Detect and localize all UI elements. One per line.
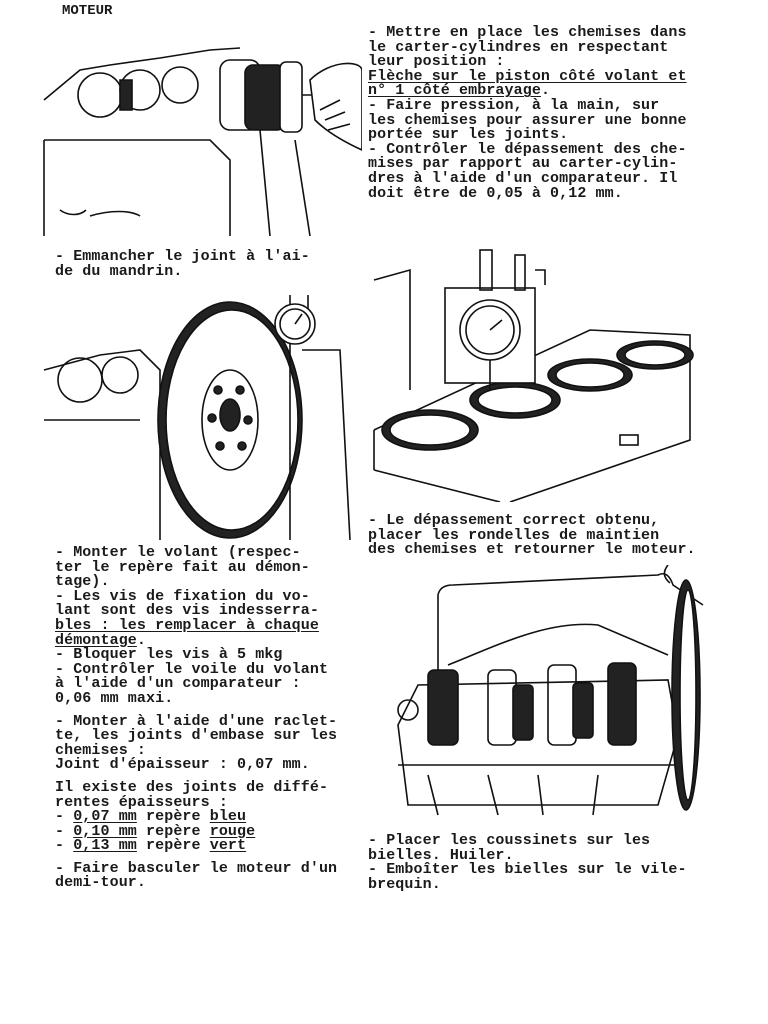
text-bielles	[368, 834, 687, 892]
underlined-text: bles : les remplacer à chaque	[55, 616, 319, 634]
text-segment: .	[540, 82, 551, 100]
underlined-text: rouge	[209, 822, 256, 840]
text-segment: repère	[136, 837, 210, 855]
underlined-text: 0,13 mm	[73, 837, 137, 855]
text-volant	[55, 546, 337, 891]
text-segment: te, les joints d'embase sur les	[55, 727, 338, 745]
text-segment: - Faire basculer le moteur d'un	[55, 859, 338, 877]
text-segment: rentes épaisseurs :	[55, 793, 228, 811]
text-segment: .	[136, 631, 147, 649]
text-segment: - Les vis de fixation du vo-	[55, 587, 310, 605]
text-segment: ter le repère fait au démon-	[55, 558, 310, 576]
text-line	[55, 262, 310, 280]
page-title: MOTEUR	[62, 3, 113, 19]
text-segment: - Mettre en place les chemises dans	[368, 24, 687, 41]
text-segment: Il existe des joints de diffé-	[55, 778, 329, 796]
underlined-text: Flèche sur le piston côté volant et	[368, 67, 687, 85]
text-segment: mises par rapport au carter-cylin-	[368, 155, 678, 173]
text-segment: repère	[136, 822, 210, 840]
text-segment: - Faire pression, à la main, sur	[368, 96, 660, 114]
text-segment: - Emboîter les bielles sur le vile-	[368, 861, 687, 879]
text-segment: à l'aide d'un comparateur :	[55, 675, 301, 693]
text-line	[55, 689, 337, 707]
text-segment: Joint d'épaisseur : 0,07 mm.	[55, 756, 310, 774]
text-segment: de du mandrin.	[55, 262, 183, 280]
underlined-text: vert	[209, 837, 247, 855]
text-line	[368, 875, 687, 893]
text-segment: 0,06 mm maxi.	[55, 689, 174, 707]
figure-joint-mandrin	[40, 40, 362, 236]
text-segment: - Contrôler le voile du volant	[55, 660, 329, 678]
figure-depassement-chemises	[370, 240, 702, 502]
figure-bielles-vilebrequin	[378, 565, 704, 835]
text-segment: leur position :	[368, 53, 505, 71]
underlined-text: démontage	[55, 631, 137, 649]
text-segment: portée sur les joints.	[368, 126, 569, 144]
text-line	[368, 184, 687, 202]
text-segment: - Contrôler le dépassement des che-	[368, 140, 687, 158]
text-segment: tage).	[55, 573, 110, 591]
text-segment: chemises :	[55, 741, 147, 759]
text-segment: demi-tour.	[55, 874, 147, 892]
text-segment: des chemises et retourner le moteur.	[368, 541, 696, 559]
text-segment: dres à l'aide d'un comparateur. Il	[368, 169, 678, 187]
underlined-text: 0,10 mm	[73, 822, 137, 840]
text-line	[55, 839, 337, 854]
text-segment: lant sont des vis indesserra-	[55, 602, 319, 620]
text-segment: le carter-cylindres en respectant	[368, 38, 669, 56]
underlined-text: bleu	[209, 808, 247, 826]
text-segment: - Monter le volant (respec-	[55, 544, 301, 561]
text-segment: placer les rondelles de maintien	[368, 526, 660, 544]
text-line	[368, 543, 696, 558]
text-segment: les chemises pour assurer une bonne	[368, 111, 687, 129]
underlined-text: n° 1 côté embrayage	[368, 82, 541, 100]
text-segment: - Placer les coussinets sur les	[368, 832, 651, 849]
text-segment: - Le dépassement correct obtenu,	[368, 512, 660, 529]
text-segment: - Monter à l'aide d'une raclet-	[55, 712, 338, 730]
text-segment: -	[55, 808, 74, 826]
text-line	[55, 758, 337, 773]
text-joint	[55, 250, 310, 279]
text-segment: -	[55, 822, 74, 840]
text-segment: doit être de 0,05 à 0,12 mm.	[368, 184, 623, 202]
text-segment: repère	[136, 808, 210, 826]
figure-volant-comparateur	[40, 290, 352, 540]
underlined-text: 0,07 mm	[73, 808, 137, 826]
text-segment: - Emmancher le joint à l'ai-	[55, 248, 310, 265]
text-segment: brequin.	[368, 875, 441, 893]
text-chemises	[368, 26, 687, 201]
text-segment: -	[55, 837, 74, 855]
text-line	[55, 876, 337, 891]
text-segment: bielles. Huiler.	[368, 846, 514, 864]
text-rondelles	[368, 514, 696, 558]
text-segment: - Bloquer les vis à 5 mkg	[55, 646, 283, 664]
